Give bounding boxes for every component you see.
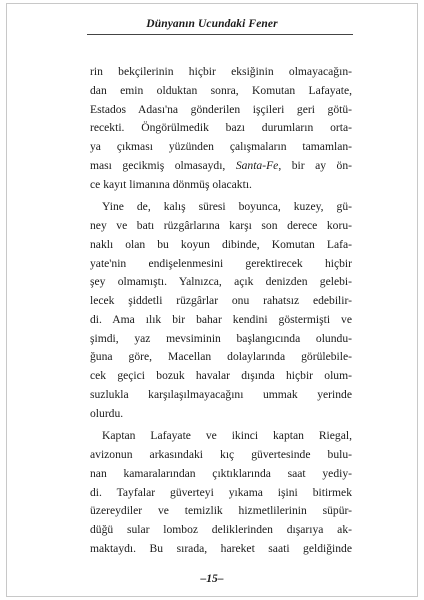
text-line: maktaydı. Bu sırada, hareket saati geldiğinde [90,541,352,555]
text-segment: , bir ay ön- [278,158,352,172]
text-line: avizonun arkasındaki kıç güvertesinde bulu- [90,448,352,461]
text-line: şimdi, yaz mevsiminin başlangıcında olundu- [90,331,352,345]
text-line: naklı olan bu koyun dibinde, Komutan Lafa- [90,237,352,251]
text-line: cek geçici bozuk havalar dışında hiçbir olum- [90,369,352,382]
text-line: rin bekçilerinin hiçbir eksiğinin olmayacağın- [90,65,352,78]
text-line: recekti. Öngörülmedik bazı durumların orta- [90,121,352,135]
text-line: lecek şiddetli rüzgârlar onu rahatsız edebilir- [90,294,352,307]
text-line: dan emin olduktan sonra, Komutan Lafayate, [90,83,352,97]
text-line: nan kamaralarından çıktıklarında saat yediy- [90,466,352,480]
text-line: şey olmamıştı. Yalnızca, açık denizden gelebi- [90,275,352,289]
header-rule [87,34,353,35]
text-line [90,157,352,176]
text-line: ğuna göre, Macellan dolaylarında görülebile- [90,350,352,364]
text-segment: ması gecikmiş olmasaydı, [90,158,236,172]
ship-name: Santa-Fe [235,158,279,172]
text-line: düğü sular lomboz deliklerinden dışarıya ak- [90,523,352,536]
body-text [90,63,352,559]
text-line: Yine de, kalış süresi boyunca, kuzey, gü- [102,200,352,214]
text-line: yate'nin endişelenmesini gerektirecek hiçbir [90,256,352,270]
text-line: di. Ama ılık bir bahar kendini göstermişti ve [90,312,352,326]
page-number: –15– [200,573,224,585]
text-line: Estados Adası'na gönderilen işçileri geri götü- [90,102,352,116]
text-line: ney ve batı rüzgârlarına karşı son derece koru- [90,219,352,232]
running-header: Dünyanın Ucundaki Fener [146,18,278,30]
text-line: ya çıkması yüzünden çalışmaların tamamlan- [90,140,352,153]
text-line: di. Tayfalar güverteyi yıkama işini bitirmek [90,485,352,499]
text-line: suzlukla karşılaşılmayacağını ummak yerinde [90,387,352,401]
text-line: Kaptan Lafayate ve ikinci kaptan Riegal, [102,429,352,443]
text-line: olurdu. [90,406,124,420]
text-line: üzereydiler ve temizlik hizmetlilerinin süpür- [90,504,352,518]
text-line: ce kayıt limanına dönmüş olacaktı. [90,177,252,191]
